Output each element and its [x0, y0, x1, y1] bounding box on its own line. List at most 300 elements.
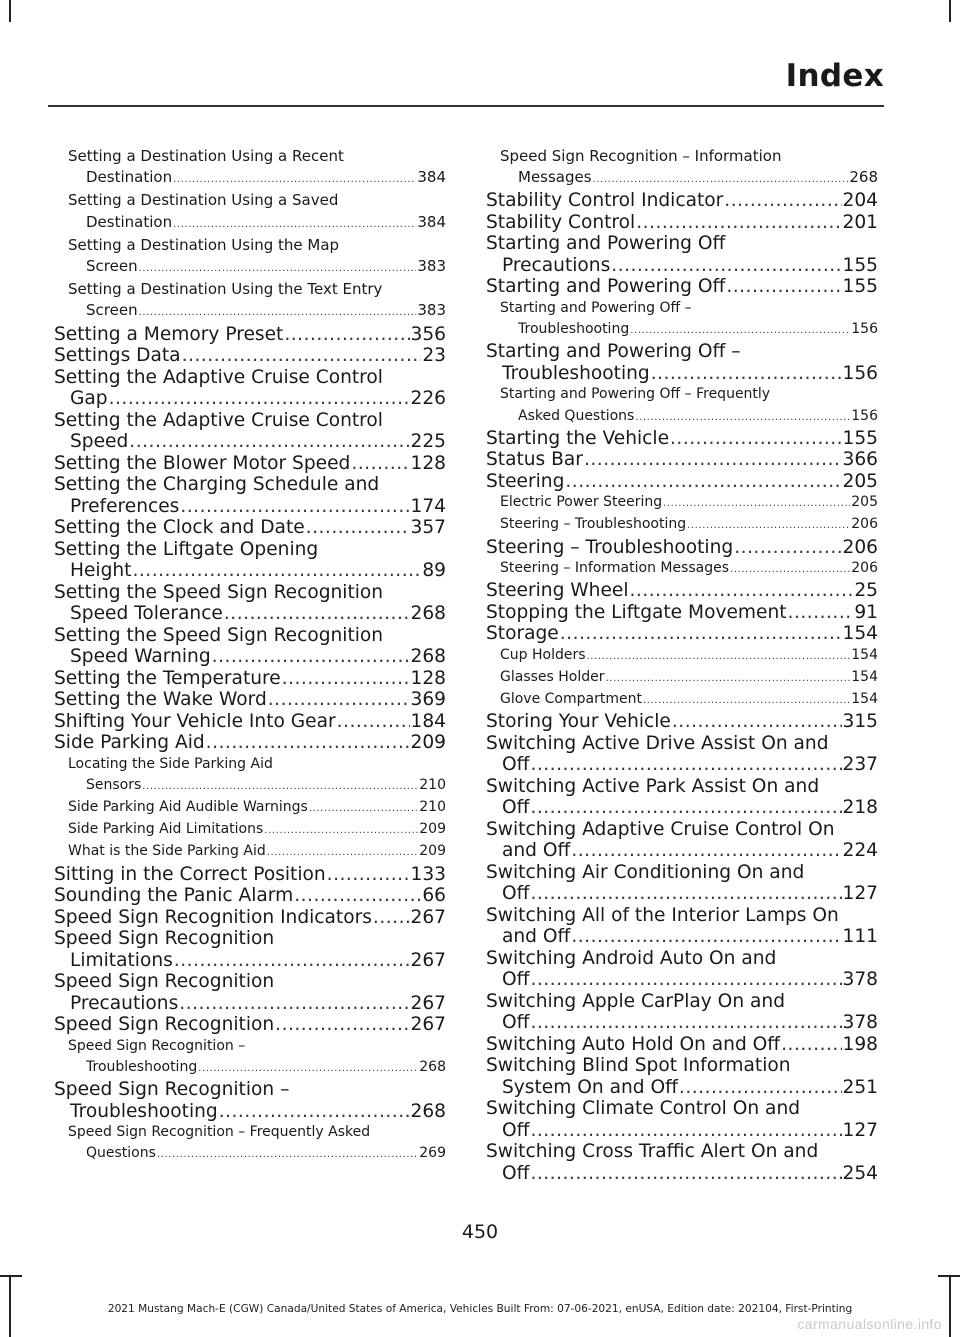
entry-line — [486, 602, 878, 624]
entry-text: Sitting in the Correct Position — [54, 863, 326, 885]
entry-text: Setting the Wake Word — [54, 689, 267, 711]
entry-line — [486, 537, 878, 559]
entry-line — [54, 971, 446, 993]
page-reference: 89 — [422, 560, 446, 582]
entry-line — [68, 167, 446, 190]
entry-line — [486, 926, 878, 948]
page-reference: 23 — [422, 345, 446, 367]
entry-text: Glasses Holder — [500, 669, 605, 686]
page-reference: 383 — [417, 257, 446, 276]
entry-text: Gap — [70, 388, 108, 410]
dot-leader — [219, 1101, 410, 1123]
entry-text: Steering – Troubleshooting — [486, 536, 734, 558]
index-subentry — [500, 384, 878, 427]
page-reference: 225 — [410, 431, 446, 453]
dot-leader — [636, 212, 841, 234]
index-subentry — [68, 1122, 446, 1165]
page-reference: 205 — [842, 470, 878, 492]
index-entry — [54, 582, 446, 625]
entry-text: Setting the Clock and Date — [54, 517, 305, 539]
page-reference: 269 — [419, 1145, 446, 1162]
dot-leader — [275, 1014, 409, 1036]
page-reference: 378 — [842, 969, 878, 991]
index-entry — [486, 428, 878, 450]
index-entry — [54, 689, 446, 711]
index-subentry — [68, 279, 446, 323]
page-reference: 268 — [419, 1058, 446, 1075]
entry-text: Switching Auto Hold On and Off — [486, 1033, 781, 1055]
entry-text: Switching Climate Control On and — [486, 1098, 801, 1120]
crop-mark-bottom-left-horizontal — [0, 1275, 22, 1277]
entry-line — [500, 667, 878, 689]
dot-leader — [726, 276, 841, 298]
index-entry — [54, 453, 446, 475]
page-reference: 128 — [410, 667, 446, 689]
entry-line — [486, 471, 878, 493]
dot-leader — [182, 345, 422, 367]
entry-line — [54, 950, 446, 972]
crop-mark-top-left — [9, 0, 11, 22]
dot-leader — [309, 798, 418, 819]
entry-text: Troubleshooting — [86, 1058, 198, 1075]
entry-line — [500, 167, 878, 190]
entry-line — [54, 496, 446, 518]
dot-leader — [129, 431, 409, 453]
entry-line — [486, 255, 878, 277]
index-entry — [486, 471, 878, 493]
page-reference: 218 — [842, 797, 878, 819]
entry-line — [68, 146, 446, 167]
dot-leader — [730, 559, 850, 580]
dot-leader — [224, 603, 410, 625]
index-subentry — [68, 146, 446, 190]
index-entry — [54, 625, 446, 668]
entry-text: Starting and Powering Off – Frequently — [500, 386, 771, 403]
entry-text: Steering – Information Messages — [500, 560, 730, 577]
entry-line — [54, 388, 446, 410]
entry-line — [68, 256, 446, 279]
index-entry — [486, 991, 878, 1034]
index-entry — [54, 971, 446, 1014]
entry-text: Setting the Adaptive Cruise Control — [54, 409, 383, 431]
entry-text: Setting a Memory Preset — [54, 323, 284, 345]
entry-text: Storage — [486, 623, 559, 645]
crop-mark-bottom-right-horizontal — [938, 1275, 960, 1277]
entry-text: Speed Sign Recognition – — [54, 1079, 290, 1101]
page-reference: 25 — [854, 580, 878, 602]
entry-text: Switching Blind Spot Information — [486, 1055, 791, 1077]
entry-text: Speed Sign Recognition – — [68, 1037, 246, 1054]
dot-leader — [173, 169, 416, 190]
entry-line — [68, 190, 446, 211]
entry-text: Asked Questions — [518, 407, 635, 424]
entry-text: Troubleshooting — [502, 362, 650, 384]
dot-leader — [611, 255, 841, 277]
page-reference: 156 — [851, 407, 878, 424]
entry-text: Stability Control Indicator — [486, 190, 724, 212]
dot-leader — [157, 1144, 418, 1165]
entry-line — [54, 345, 446, 367]
dot-leader — [267, 842, 419, 863]
index-entry — [486, 1034, 878, 1056]
page-reference: 204 — [842, 190, 878, 212]
entry-line — [486, 819, 878, 841]
index-subentry — [500, 492, 878, 514]
entry-text: Steering Wheel — [486, 580, 629, 602]
entry-text: Starting and Powering Off – — [500, 299, 692, 316]
entry-text: Precautions — [502, 254, 611, 276]
watermark: carmanualsonline.info — [797, 1316, 942, 1332]
page-reference: 184 — [410, 710, 446, 732]
entry-line — [54, 324, 446, 346]
dot-leader — [663, 493, 850, 514]
entry-text: Switching Cross Traffic Alert On and — [486, 1141, 819, 1163]
dot-leader — [206, 732, 410, 754]
index-subentry — [500, 558, 878, 580]
index-subentry — [500, 689, 878, 711]
dot-leader — [282, 668, 410, 690]
entry-text: Switching All of the Interior Lamps On — [486, 904, 839, 926]
index-entry — [54, 324, 446, 346]
entry-text: Starting the Vehicle — [486, 427, 670, 449]
index-entry — [486, 341, 878, 384]
entry-line — [486, 212, 878, 234]
entry-text: Electric Power Steering — [500, 494, 663, 511]
entry-line — [486, 580, 878, 602]
entry-line — [54, 539, 446, 561]
index-entry — [54, 517, 446, 539]
page-reference: 206 — [842, 536, 878, 558]
page-reference: 155 — [842, 276, 878, 298]
entry-text: Speed Sign Recognition — [54, 1014, 275, 1036]
dot-leader — [337, 711, 410, 733]
entry-text: Shifting Your Vehicle Into Gear — [54, 710, 336, 732]
entry-text: Starting and Powering Off — [486, 276, 726, 298]
entry-line — [68, 1122, 446, 1143]
entry-text: Setting a Destination Using the Map — [68, 235, 340, 254]
page-reference: 205 — [851, 494, 878, 511]
dot-leader — [284, 324, 409, 346]
index-entry — [54, 474, 446, 517]
dot-leader — [630, 580, 854, 602]
entry-line — [54, 689, 446, 711]
page-number: 450 — [461, 1221, 499, 1243]
entry-line — [54, 410, 446, 432]
index-entry — [486, 1055, 878, 1098]
page-reference: 384 — [417, 212, 446, 231]
entry-line — [500, 319, 878, 341]
entry-text: Preferences — [70, 495, 180, 517]
index-entry — [486, 623, 878, 645]
index-entry — [486, 190, 878, 212]
dot-leader — [593, 169, 849, 190]
entry-line — [54, 1014, 446, 1036]
index-subentry — [68, 235, 446, 279]
entry-line — [486, 1055, 878, 1077]
index-entry — [486, 449, 878, 471]
index-subentry — [500, 514, 878, 536]
entry-line — [486, 840, 878, 862]
index-entry — [54, 668, 446, 690]
dot-leader — [306, 517, 410, 539]
entry-text: Off — [502, 1162, 530, 1184]
dot-leader — [530, 797, 841, 819]
page-reference: 268 — [410, 1100, 446, 1122]
entry-line — [500, 645, 878, 667]
page-reference: 268 — [410, 603, 446, 625]
index-entry — [486, 948, 878, 991]
entry-text: Destination — [86, 212, 173, 231]
entry-line — [500, 146, 878, 167]
index-entry — [54, 711, 446, 733]
entry-text: Starting and Powering Off — [486, 233, 726, 255]
index-entry — [486, 862, 878, 905]
entry-line — [68, 797, 446, 819]
entry-line — [54, 646, 446, 668]
entry-text: Speed — [70, 431, 129, 453]
entry-line — [54, 885, 446, 907]
index-subentry — [68, 754, 446, 797]
page-reference: 91 — [854, 601, 878, 623]
page-reference: 209 — [419, 843, 446, 860]
footer-edition-info: 2021 Mustang Mach-E (CGW) Canada/United States of America, Vehicles Built From: 07-06-2021, enUSA, Edition date: 202104, First-Printing — [107, 1303, 853, 1315]
entry-text: Settings Data — [54, 345, 181, 367]
dot-leader — [571, 840, 841, 862]
index-entry — [486, 537, 878, 559]
dot-leader — [672, 711, 842, 733]
title-divider — [48, 105, 884, 107]
dot-leader — [781, 1034, 841, 1056]
entry-line — [68, 775, 446, 797]
index-entry — [486, 1098, 878, 1141]
entry-text: Troubleshooting — [70, 1100, 218, 1122]
entry-text: Speed Sign Recognition — [54, 971, 275, 993]
entry-text: Starting and Powering Off – — [486, 341, 741, 363]
entry-text: Speed Tolerance — [70, 603, 223, 625]
index-entry — [486, 1141, 878, 1184]
entry-text: Setting the Speed Sign Recognition — [54, 581, 384, 603]
dot-leader — [268, 689, 410, 711]
dot-leader — [530, 1120, 841, 1142]
entry-line — [486, 776, 878, 798]
index-subentry — [500, 298, 878, 341]
dot-leader — [687, 515, 850, 536]
dot-leader — [670, 428, 841, 450]
entry-text: Setting the Temperature — [54, 667, 281, 689]
entry-line — [486, 883, 878, 905]
entry-text: Sensors — [86, 776, 142, 793]
page-reference: 378 — [842, 1012, 878, 1034]
entry-text: Screen — [86, 301, 138, 320]
entry-line — [486, 733, 878, 755]
entry-line — [486, 1012, 878, 1034]
entry-text: Troubleshooting — [518, 321, 630, 338]
dot-leader — [788, 602, 854, 624]
entry-line — [54, 864, 446, 886]
entry-line — [68, 1036, 446, 1057]
page-reference: 267 — [410, 1014, 446, 1036]
page-reference: 156 — [842, 362, 878, 384]
dot-leader — [174, 950, 410, 972]
entry-line — [486, 1120, 878, 1142]
dot-leader — [530, 969, 841, 991]
page-reference: 209 — [419, 821, 446, 838]
entry-line — [486, 711, 878, 733]
entry-line — [54, 711, 446, 733]
index-entry — [486, 819, 878, 862]
index-subentry — [68, 819, 446, 841]
entry-line — [68, 1057, 446, 1079]
dot-leader — [139, 258, 417, 279]
entry-line — [500, 492, 878, 514]
index-entry — [54, 410, 446, 453]
entry-line — [486, 623, 878, 645]
dot-leader — [351, 453, 409, 475]
page-reference: 267 — [410, 949, 446, 971]
page-reference: 156 — [851, 321, 878, 338]
entry-text: Precautions — [70, 992, 179, 1014]
dot-leader — [584, 449, 842, 471]
dot-leader — [630, 320, 850, 341]
dot-leader — [264, 820, 418, 841]
entry-text: Off — [502, 754, 530, 776]
entry-line — [54, 517, 446, 539]
entry-text: Switching Adaptive Cruise Control On — [486, 818, 835, 840]
entry-line — [68, 300, 446, 323]
page-reference: 226 — [410, 388, 446, 410]
page-reference: 251 — [842, 1076, 878, 1098]
index-entry — [486, 776, 878, 819]
crop-mark-top-right — [949, 0, 951, 22]
index-entry — [486, 580, 878, 602]
entry-line — [54, 1079, 446, 1101]
index-subentry — [500, 667, 878, 689]
entry-text: Height — [70, 560, 132, 582]
index-entry — [54, 539, 446, 582]
entry-line — [68, 841, 446, 863]
page-reference: 155 — [842, 427, 878, 449]
entry-line — [68, 819, 446, 841]
page-reference: 154 — [851, 691, 878, 708]
dot-leader — [635, 407, 850, 428]
entry-text: Stopping the Liftgate Movement — [486, 601, 787, 623]
dot-leader — [212, 646, 410, 668]
entry-text: Steering – Troubleshooting — [500, 516, 687, 533]
page-reference: 127 — [842, 883, 878, 905]
entry-line — [68, 235, 446, 256]
page-reference: 201 — [842, 211, 878, 233]
index-entry — [486, 905, 878, 948]
entry-text: Glove Compartment — [500, 691, 642, 708]
page-reference: 154 — [842, 623, 878, 645]
entry-line — [54, 474, 446, 496]
page-reference: 127 — [842, 1119, 878, 1141]
entry-line — [486, 969, 878, 991]
entry-line — [54, 560, 446, 582]
entry-text: Screen — [86, 257, 138, 276]
entry-text: Switching Active Park Assist On and — [486, 775, 820, 797]
entry-text: Switching Android Auto On and — [486, 947, 777, 969]
page-reference: 267 — [410, 992, 446, 1014]
entry-line — [54, 625, 446, 647]
entry-line — [54, 668, 446, 690]
dot-leader — [142, 776, 418, 797]
dot-leader — [180, 496, 409, 518]
entry-line — [54, 603, 446, 625]
entry-text: Locating the Side Parking Aid — [68, 755, 273, 772]
entry-line — [486, 754, 878, 776]
entry-text: Setting the Adaptive Cruise Control — [54, 366, 383, 388]
entry-text: Messages — [518, 168, 592, 187]
dot-leader — [679, 1077, 842, 1099]
entry-text: Off — [502, 969, 530, 991]
entry-text: Storing Your Vehicle — [486, 711, 671, 733]
entry-text: Side Parking Aid — [54, 732, 205, 754]
page-reference: 210 — [419, 776, 446, 793]
entry-text: Speed Sign Recognition — [54, 928, 275, 950]
page-reference: 268 — [849, 168, 878, 187]
dot-leader — [530, 883, 841, 905]
entry-line — [486, 449, 878, 471]
entry-line — [54, 431, 446, 453]
entry-text: Switching Active Drive Assist On and — [486, 732, 829, 754]
index-entry — [486, 233, 878, 276]
entry-line — [486, 797, 878, 819]
entry-text: Setting the Blower Motor Speed — [54, 452, 351, 474]
page-title: Index — [785, 58, 884, 94]
entry-text: Side Parking Aid Limitations — [68, 821, 264, 838]
page-reference: 155 — [842, 254, 878, 276]
index-entry — [486, 711, 878, 733]
entry-line — [486, 1034, 878, 1056]
entry-line — [54, 907, 446, 929]
entry-line — [54, 732, 446, 754]
entry-text: Setting a Destination Using a Saved — [68, 191, 339, 210]
entry-text: Speed Sign Recognition – Information — [500, 147, 782, 165]
entry-text: What is the Side Parking Aid — [68, 843, 266, 860]
index-subentry — [68, 190, 446, 234]
entry-text: Speed Sign Recognition Indicators — [54, 906, 372, 928]
page-reference: 209 — [410, 732, 446, 754]
page-reference: 66 — [422, 885, 446, 907]
page-reference: 174 — [410, 495, 446, 517]
index-entry — [486, 733, 878, 776]
entry-text: Setting the Speed Sign Recognition — [54, 624, 384, 646]
entry-line — [500, 558, 878, 580]
entry-text: Speed Warning — [70, 646, 211, 668]
entry-text: Speed Sign Recognition – Frequently Asked — [68, 1124, 371, 1141]
entry-text: Setting the Charging Schedule and — [54, 474, 380, 496]
page-reference: 224 — [842, 840, 878, 862]
page-reference: 357 — [410, 517, 446, 539]
dot-leader — [109, 388, 410, 410]
entry-text: Status Bar — [486, 449, 583, 471]
entry-line — [68, 1143, 446, 1165]
entry-text: Off — [502, 797, 530, 819]
entry-text: and Off — [502, 840, 571, 862]
page-reference: 154 — [851, 646, 878, 663]
entry-line — [68, 212, 446, 235]
entry-line — [486, 276, 878, 298]
dot-leader — [530, 1163, 841, 1185]
entry-line — [486, 1163, 878, 1185]
index-entry — [54, 367, 446, 410]
page-reference: 111 — [842, 926, 878, 948]
entry-text: Sounding the Panic Alarm — [54, 885, 294, 907]
page-reference: 237 — [842, 754, 878, 776]
entry-line — [486, 1098, 878, 1120]
index-column-left — [54, 146, 446, 1165]
